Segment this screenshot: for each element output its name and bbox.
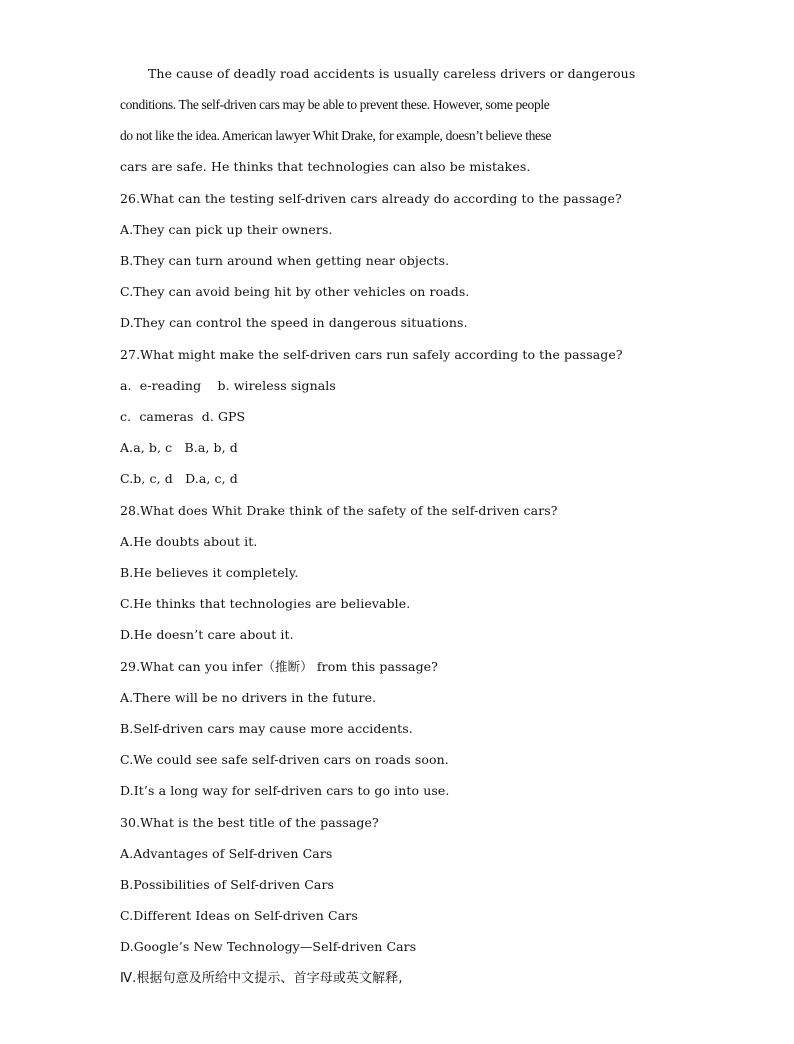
q29-option-b: B.Self-driven cars may cause more accidents. xyxy=(120,721,413,736)
question-30: 30.What is the best title of the passage? xyxy=(120,815,379,830)
q27-items-row-1: a. e-reading b. wireless signals xyxy=(120,378,336,393)
q29-option-c: C.We could see safe self-driven cars on roads soon. xyxy=(120,752,449,767)
q30-option-a: A.Advantages of Self-driven Cars xyxy=(120,846,333,861)
question-26: 26.What can the testing self-driven cars already do according to the passage? xyxy=(120,191,622,206)
passage-line-1: The cause of deadly road accidents is usually careless drivers or dangerous xyxy=(148,66,636,81)
passage-line-3: do not like the idea. American lawyer Whit Drake, for example, doesn’t believe these xyxy=(120,128,552,143)
q28-option-b: B.He believes it completely. xyxy=(120,565,299,580)
q28-option-c: C.He thinks that technologies are believable. xyxy=(120,596,411,611)
q27-items-row-2: c. cameras d. GPS xyxy=(120,409,246,424)
q26-option-c: C.They can avoid being hit by other vehicles on roads. xyxy=(120,284,470,299)
question-28: 28.What does Whit Drake think of the safety of the self-driven cars? xyxy=(120,503,558,518)
q30-option-b: B.Possibilities of Self-driven Cars xyxy=(120,877,335,892)
q30-option-d: D.Google’s New Technology—Self-driven Cars xyxy=(120,939,417,954)
q29-option-d: D.It’s a long way for self-driven cars to go into use. xyxy=(120,783,450,798)
q28-option-d: D.He doesn’t care about it. xyxy=(120,627,294,642)
question-29: 29.What can you infer（推断） from this passage? xyxy=(120,659,438,674)
q28-option-a: A.He doubts about it. xyxy=(120,534,258,549)
section-4-heading: Ⅳ.根据句意及所给中文提示、首字母或英文解释, xyxy=(120,971,403,986)
question-27: 27.What might make the self-driven cars run safely according to the passage? xyxy=(120,347,623,362)
q26-option-d: D.They can control the speed in dangerous situations. xyxy=(120,315,468,330)
q26-option-a: A.They can pick up their owners. xyxy=(120,222,333,237)
q27-options-row-1: A.a, b, c B.a, b, d xyxy=(120,440,238,455)
passage-line-2: conditions. The self-driven cars may be able to prevent these. However, some people xyxy=(120,97,550,112)
q26-option-b: B.They can turn around when getting near objects. xyxy=(120,253,450,268)
q27-options-row-2: C.b, c, d D.a, c, d xyxy=(120,471,238,486)
q29-option-a: A.There will be no drivers in the future. xyxy=(120,690,377,705)
passage-line-4: cars are safe. He thinks that technologies can also be mistakes. xyxy=(120,159,531,174)
q30-option-c: C.Different Ideas on Self-driven Cars xyxy=(120,908,358,923)
